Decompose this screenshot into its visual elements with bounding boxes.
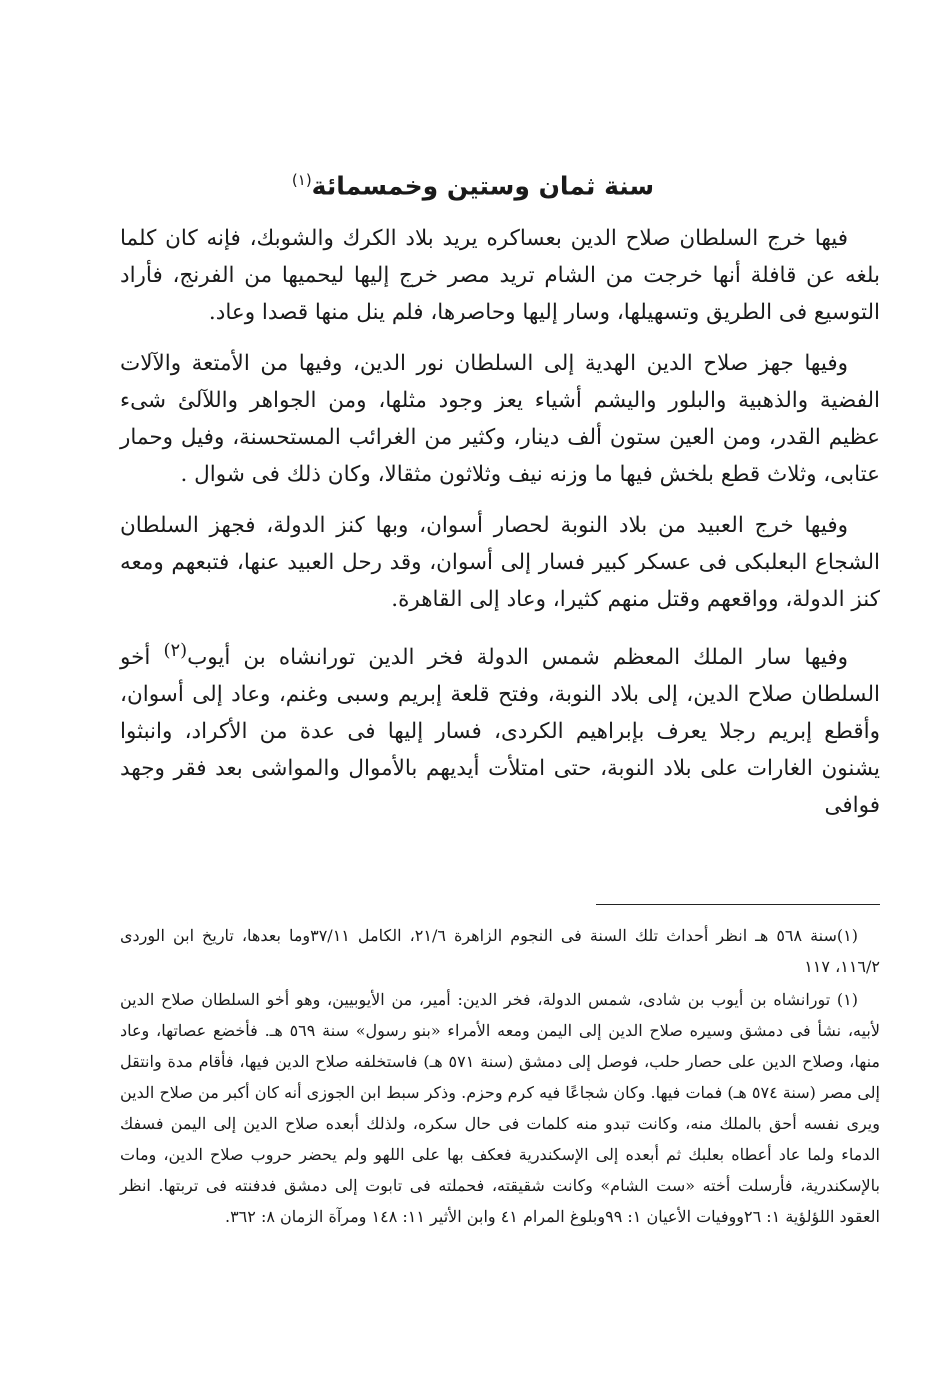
footnote-2: (١) تورانشاه بن أيوب بن شادى، شمس الدولة، فخر الدين: أمير، من الأيوبيين، وهو أخو السلطان صلاح الدين لأبيه، نشأ فى دمشق وسيره صلاح الدين إلى اليمن ومعه الأمراء «بنو رسول» سنة ٥٦٩ هـ. فأخضع عصاتها، وعاد منها، وصلاح الدين على حصار حلب، فوصل إلى دمشق (سنة ٥٧١ هـ) فاستخلفه صلاح الدين فيها، فأقام مدة وانتقل إلى مصر (سنة ٥٧٤ هـ) فمات فيها. وكان شجاعًا فيه كرم وحزم. وذكر سبط ابن الجوزى أنه كان أكبر من صلاح الدين ويرى نفسه أحق بالملك منه، وكانت تبدو منه كلمات فى حال سكره، ولذلك أبعده صلاح الدين إلى اليمن فسفك الدماء ولما عاد أعطاه بعلبك ثم أبعده إلى الإسكندرية فعكف بها على اللهو ولم يحضر حروب صلاح الدين، ومات بالإسكندرية، فأرسلت أخته «ست الشام» وكانت شقيقته، فحملته فى تابوت إلى دمشق فدفنته فى تربتها. انظر العقود اللؤلؤية ١: ٢٦ووفيات الأعيان ١: ٩٩وبلوغ المرام ٤١ وابن الأثير ١١: ١٤٨ ومرآة الزمان ٨: ٣٦٢. — [120, 990, 881, 1226]
paragraph-2 — [120, 345, 880, 493]
body-text — [120, 220, 880, 838]
paragraph-4-footnote-marker: (٢) — [163, 640, 188, 661]
chapter-title-text: سنة ثمان وستين وخمسمائة — [311, 171, 655, 201]
paragraph-2-text: وفيها جهز صلاح الدين الهدية إلى السلطان نور الدين، وفيها من الأمتعة والآلات الفضية والذهبية والبلور واليشم أشياء يعز وجود مثلها، ومن الجواهر واللآلئ شىء عظيم القدر، ومن العين ستون ألف دينار، وكثير من الغرائب المستحسنة، وفيل وحمار عتابى، وثلاث قطع بلخش فيها ما وزنه نيف وثلاثون مثقالا، وكان ذلك فى شوال . — [120, 351, 880, 487]
paragraph-4-text-end: أخو السلطان صلاح الدين، إلى بلاد النوبة، وفتح قلعة إبريم وسبى وغنم، وعاد إلى أسوان، وأقطع إبريم رجلا يعرف بإبراهيم الكردى، فسار إليها فى عدة من الأكراد، وانبثوا يشنون الغارات على بلاد النوبة، حتى امتلأت أيديهم بالأموال والمواشى بعد فقر وجهد فوافى — [120, 645, 880, 819]
paragraph-1 — [120, 220, 880, 331]
paragraph-3 — [120, 507, 880, 618]
paragraph-4 — [120, 632, 880, 824]
footnote-1: (١)سنة ٥٦٨ هـ انظر أحداث تلك السنة فى النجوم الزاهرة ٢١/٦، الكامل ٣٧/١١وما بعدها، تاريخ ابن الوردى ١١٦/٢، ١١٧ — [120, 926, 880, 976]
footnotes — [120, 920, 880, 1234]
paragraph-1-text: فيها خرج السلطان صلاح الدين بعساكره يريد بلاد الكرك والشوبك، فإنه كان كلما بلغه عن قافلة أنها خرجت من الشام تريد مصر خرج إليها ليحميها من الفرنج، فأراد التوسيع فى الطريق وتسهيلها، وسار إليها وحاصرها، فلم ينل منها قصدا وعاد. — [120, 226, 880, 325]
chapter-title — [0, 162, 946, 204]
footnote-separator — [596, 904, 880, 905]
paragraph-4-text-start: وفيها سار الملك المعظم شمس الدولة فخر الدين تورانشاه بن أيوب — [187, 645, 848, 671]
paragraph-3-text: وفيها خرج العبيد من بلاد النوبة لحصار أسوان، وبها كنز الدولة، فجهز السلطان الشجاع البعلبكى فى عسكر كبير فسار إلى أسوان، وقد رحل العبيد عنها، فتبعهم ومعه كنز الدولة، وواقعهم وقتل منهم كثيرا، وعاد إلى القاهرة. — [120, 513, 880, 612]
title-footnote-marker: (١) — [291, 171, 312, 189]
